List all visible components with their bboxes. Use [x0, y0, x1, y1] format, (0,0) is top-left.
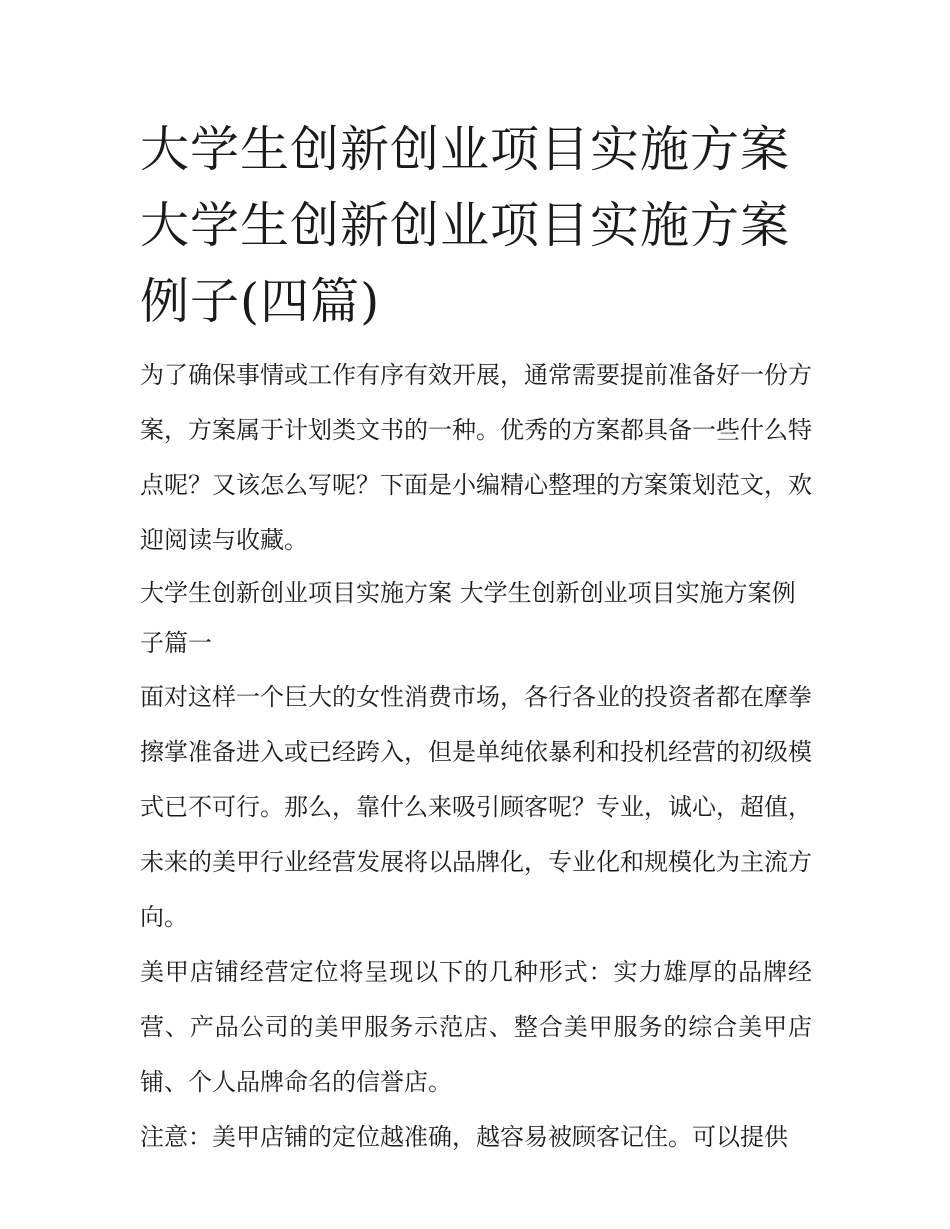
body-paragraph-3: 注意：美甲店铺的定位越准确，越容易被顾客记住。可以提供: [140, 1123, 788, 1151]
body-paragraph-1: 面对这样一个巨大的女性消费市场，各行各业的投资者都在摩拳擦掌准备进入或已经跨入，但是单纯依暴利和投机经营的初级模式已不可行。那么，靠什么来吸引顾客呢？专业，诚心，超值，未来的美甲行业经营发展将以品牌化，专业化和规模化为主流方向。: [140, 683, 812, 931]
body-paragraph-2: 美甲店铺经营定位将呈现以下的几种形式：实力雄厚的品牌经营、产品公司的美甲服务示范店、整合美甲服务的综合美甲店铺、个人品牌命名的信誉店。: [140, 958, 812, 1096]
intro-paragraph: 为了确保事情或工作有序有效开展，通常需要提前准备好一份方案，方案属于计划类文书的一种。优秀的方案都具备一些什么特点呢？又该怎么写呢？下面是小编精心整理的方案策划范文，欢迎阅读与收藏。: [140, 361, 812, 554]
document-page: [140, 112, 812, 1165]
section-heading: 大学生创新创业项目实施方案 大学生创新创业项目实施方案例子篇一: [140, 579, 796, 657]
document-title: 大学生创新创业项目实施方案 大学生创新创业项目实施方案例子(四篇): [140, 121, 791, 330]
